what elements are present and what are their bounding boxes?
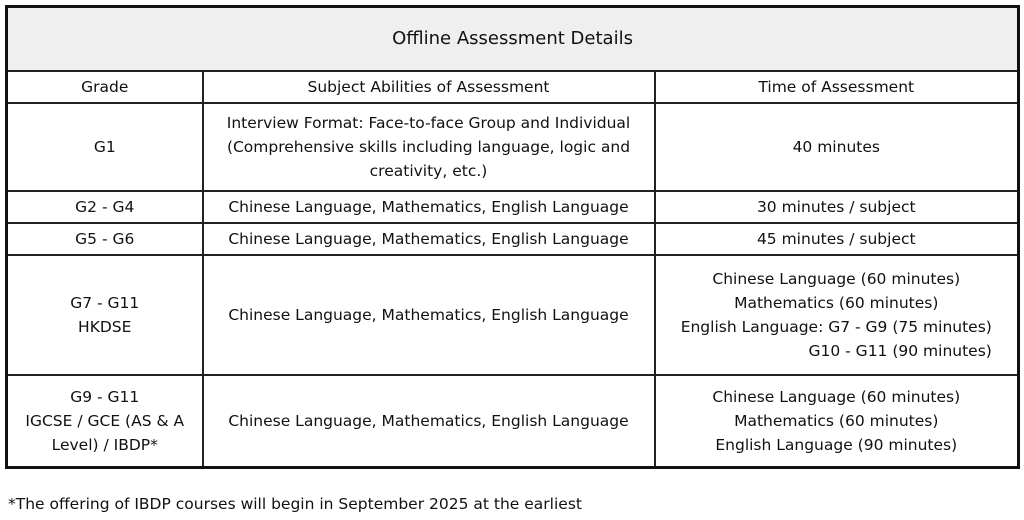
grade-text: G7 - G11 <box>70 294 140 312</box>
time-text: Mathematics (60 minutes) <box>734 294 939 312</box>
table-row <box>7 223 1019 255</box>
time-cell <box>655 255 1019 375</box>
grade-cell <box>7 255 203 375</box>
grade-text: IGCSE / GCE (AS & A <box>25 412 185 430</box>
table-row <box>7 191 1019 223</box>
subject-text: Chinese Language, Mathematics, English Language <box>228 306 629 324</box>
time-text: 40 minutes <box>792 138 880 156</box>
grade-cell <box>7 191 203 223</box>
grade-text: G2 - G4 <box>75 198 135 216</box>
time-text: Chinese Language (60 minutes) <box>712 388 961 406</box>
time-cell <box>655 223 1019 255</box>
grade-text: G1 <box>93 138 116 156</box>
header-grade: Grade <box>7 71 203 103</box>
assessment-table-container <box>5 5 1017 469</box>
grade-text: G5 - G6 <box>75 230 135 248</box>
grade-cell <box>7 103 203 191</box>
grade-text: G9 - G11 <box>70 388 140 406</box>
grade-text: Level) / IBDP* <box>51 436 158 454</box>
table-row <box>7 375 1019 468</box>
grade-cell <box>7 375 203 468</box>
time-text: Chinese Language (60 minutes) <box>712 270 961 288</box>
time-text: G10 - G11 (90 minutes) <box>808 342 992 360</box>
subject-cell <box>203 103 655 191</box>
subject-cell <box>203 223 655 255</box>
table-row <box>7 103 1019 191</box>
subject-text: Chinese Language, Mathematics, English Language <box>228 198 629 216</box>
subject-cell <box>203 255 655 375</box>
time-cell <box>655 191 1019 223</box>
grade-text: HKDSE <box>78 318 132 336</box>
assessment-table <box>5 5 1020 469</box>
time-text: 30 minutes / subject <box>756 198 916 216</box>
subject-text: Chinese Language, Mathematics, English Language <box>228 412 629 430</box>
time-lines <box>681 267 992 363</box>
subject-cell <box>203 191 655 223</box>
time-text: 45 minutes / subject <box>756 230 916 248</box>
time-cell <box>655 375 1019 468</box>
footnote: *The offering of IBDP courses will begin in September 2025 at the earliest <box>8 495 582 513</box>
time-text: Mathematics (60 minutes) <box>734 412 939 430</box>
time-cell <box>655 103 1019 191</box>
subject-text: Chinese Language, Mathematics, English Language <box>228 230 629 248</box>
subject-text: (Comprehensive skills including language, logic and <box>226 138 631 156</box>
subject-text: creativity, etc.) <box>369 162 488 180</box>
time-text: English Language (90 minutes) <box>715 436 958 454</box>
table-title: Offline Assessment Details <box>7 7 1019 72</box>
header-subject: Subject Abilities of Assessment <box>203 71 655 103</box>
subject-text: Interview Format: Face-to-face Group and Individual <box>226 114 631 132</box>
header-time: Time of Assessment <box>655 71 1019 103</box>
subject-cell <box>203 375 655 468</box>
time-text: English Language: G7 - G9 (75 minutes) <box>680 318 992 336</box>
table-row <box>7 255 1019 375</box>
grade-cell <box>7 223 203 255</box>
